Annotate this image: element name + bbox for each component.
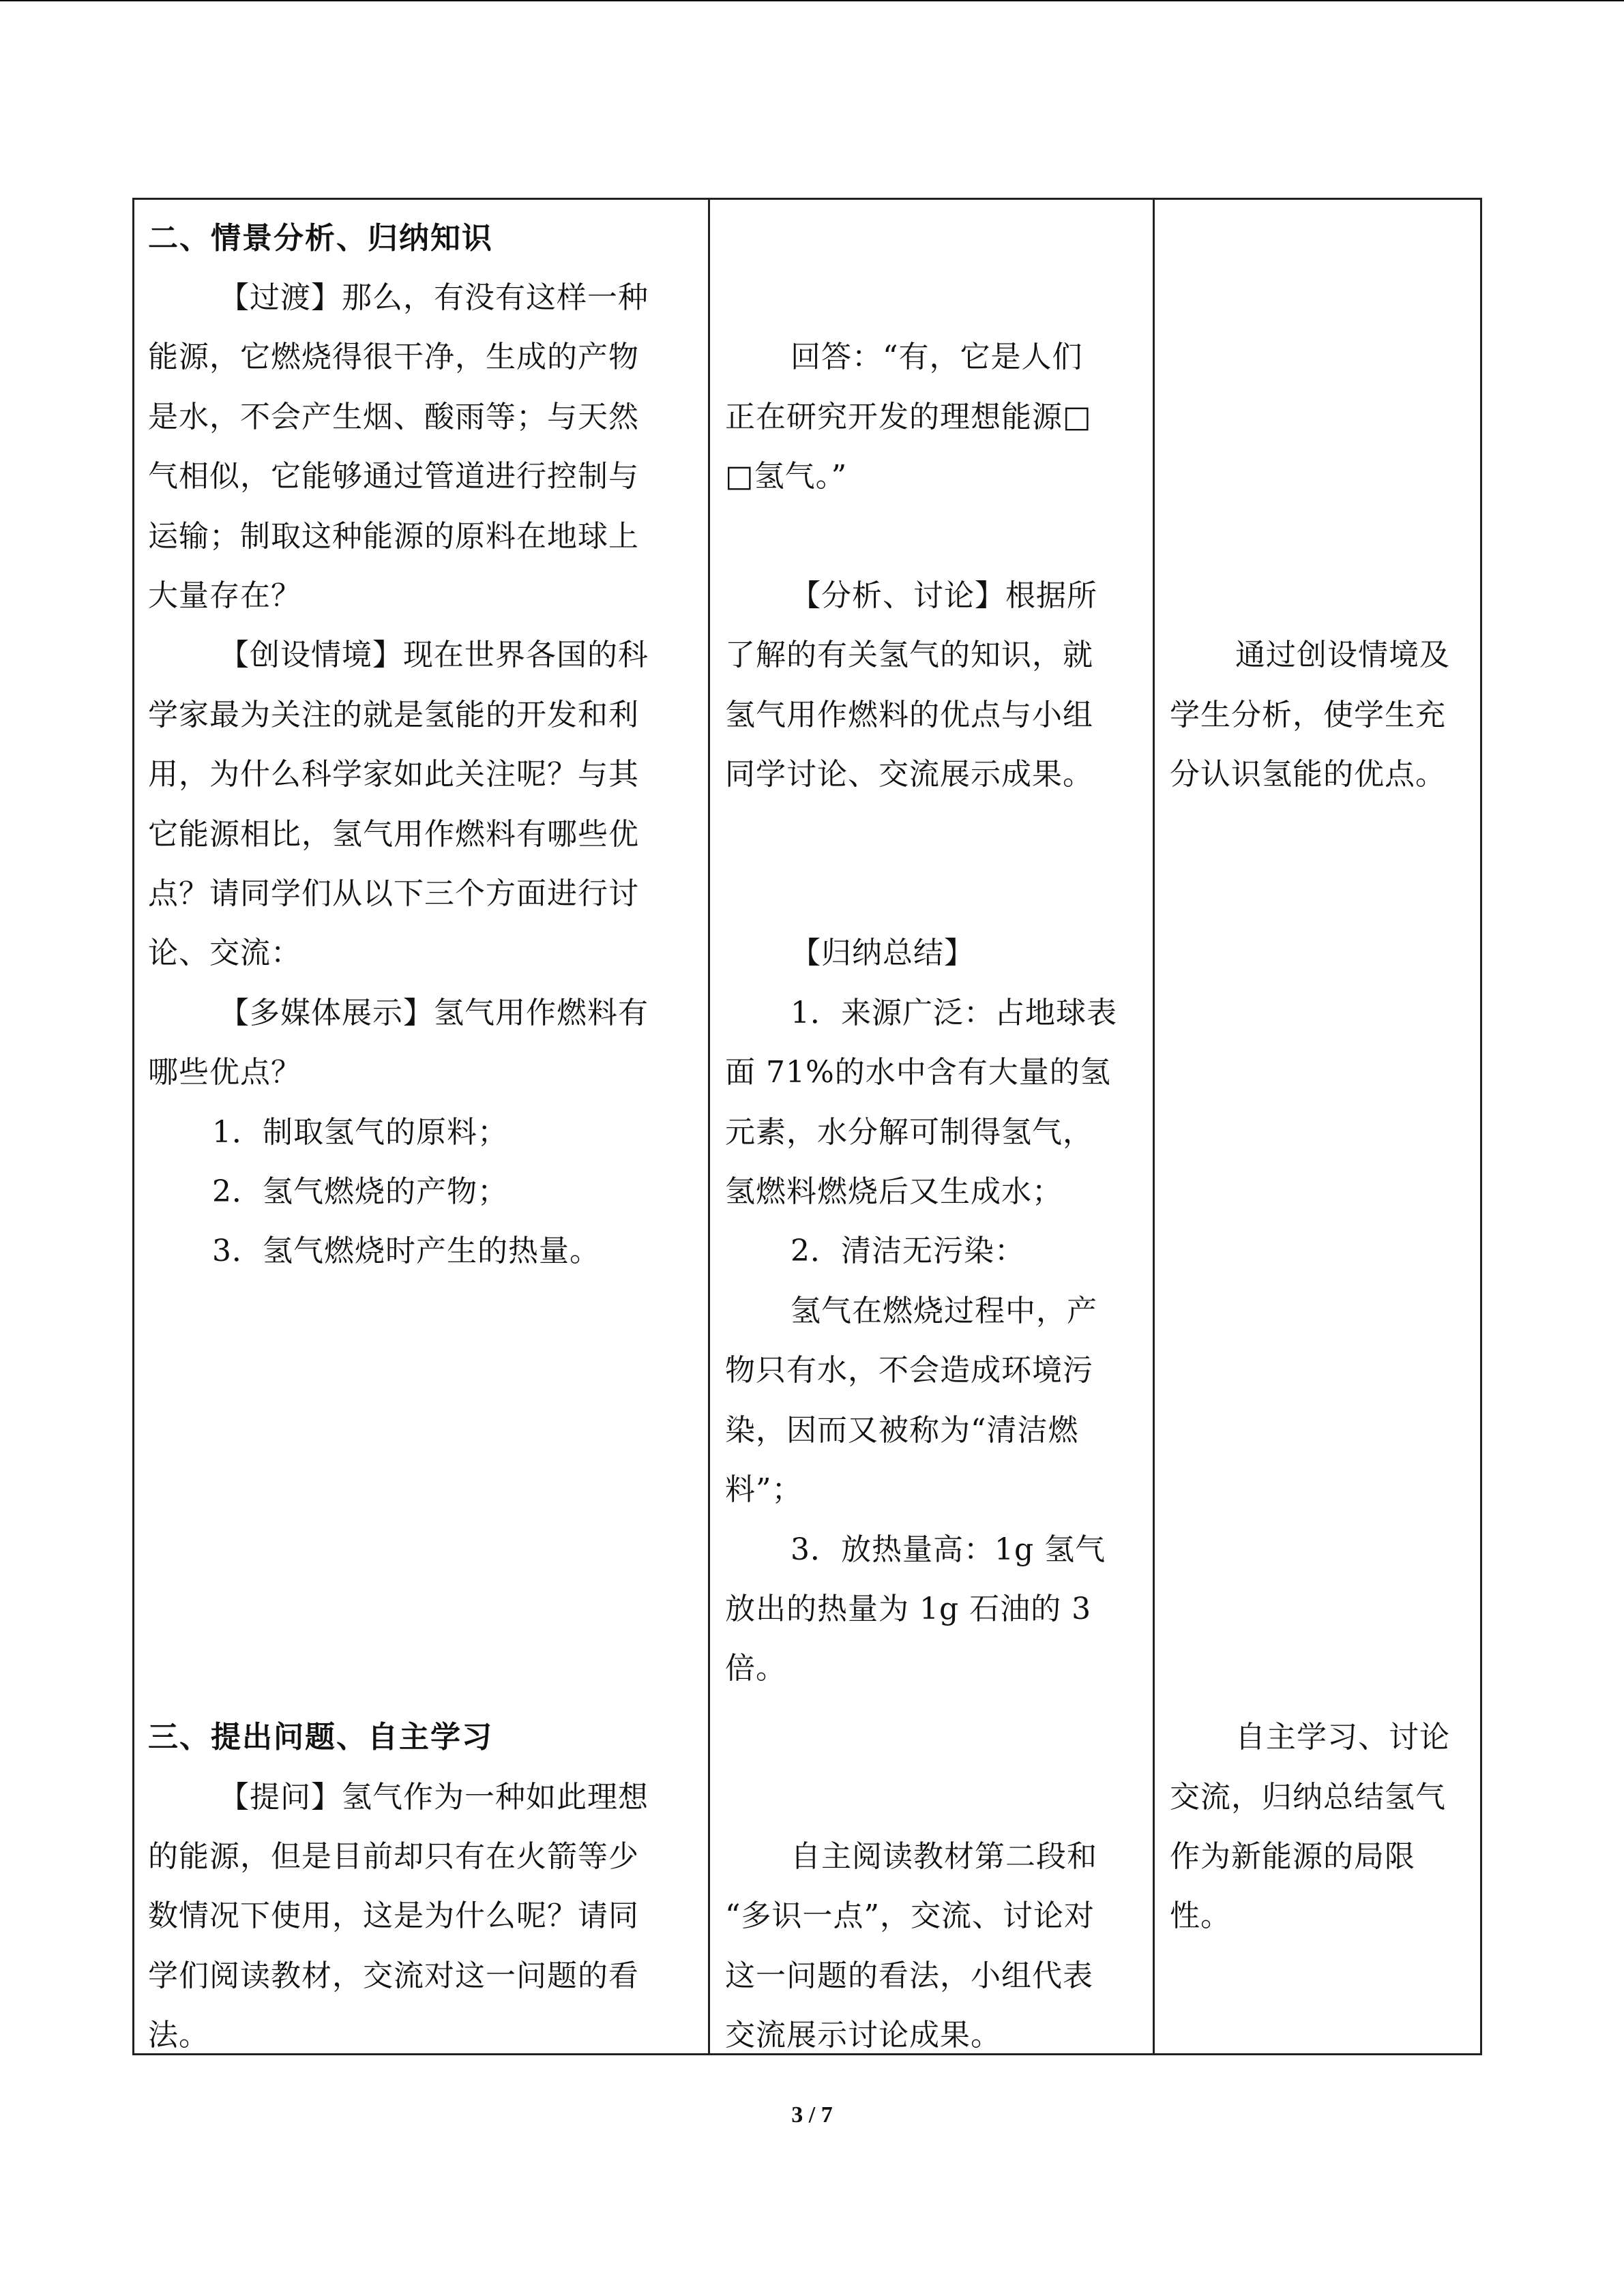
- summary-text-line: 1．来源广泛：占地球表: [791, 996, 1117, 1030]
- transition-text-line: 【过渡】那么，有没有这样一种: [219, 280, 649, 315]
- point-item: 1．制取氢气的原料；: [212, 1115, 508, 1150]
- top-edge-line: [0, 0, 1624, 1]
- intent-text-line: 学生分析，使学生充: [1170, 698, 1446, 732]
- scenario-text-line: 【创设情境】现在世界各国的科: [219, 638, 649, 672]
- transition-text-line: 能源，它燃烧得很干净，生成的产物: [148, 340, 639, 374]
- scenario-text-line: 用，为什么科学家如此关注呢？与其: [148, 757, 639, 792]
- summary-text-line: 2．清洁无污染：: [791, 1234, 1025, 1268]
- multimedia-text-line: 【多媒体展示】氢气用作燃料有: [219, 996, 649, 1030]
- teacher-activity-column: [148, 200, 694, 2053]
- discuss-text-line: 同学讨论、交流展示成果。: [725, 757, 1093, 792]
- transition-text-line: 是水，不会产生烟、酸雨等；与天然: [148, 400, 639, 434]
- reading-text-line: “多识一点”，交流、讨论对: [725, 1898, 1095, 1933]
- intent-text-line: 分认识氢能的优点。: [1170, 757, 1446, 792]
- scenario-text-line: 论、交流：: [148, 936, 301, 970]
- question-text-line: 法。: [148, 2018, 209, 2053]
- summary-text-line: 氢燃料燃烧后又生成水；: [725, 1174, 1063, 1209]
- question-text-line: 【提问】氢气作为一种如此理想: [219, 1780, 649, 1815]
- intent-text-line: 通过创设情境及: [1235, 638, 1450, 672]
- intent-text-line: 自主学习、讨论: [1235, 1720, 1450, 1755]
- question-text-line: 数情况下使用，这是为什么呢？请同: [148, 1898, 639, 1933]
- intent-text-line: 性。: [1170, 1898, 1231, 1933]
- reading-text-line: 自主阅读教材第二段和: [791, 1839, 1097, 1874]
- column-divider: [1153, 200, 1155, 2053]
- point-item: 3．氢气燃烧时产生的热量。: [212, 1234, 600, 1268]
- section-heading: 三、提出问题、自主学习: [148, 1720, 493, 1755]
- summary-text-line: 【归纳总结】: [791, 936, 975, 970]
- intent-text-line: 作为新能源的局限: [1170, 1839, 1415, 1874]
- scenario-text-line: 它能源相比，氢气用作燃料有哪些优: [148, 817, 639, 852]
- intent-text-line: 交流，归纳总结氢气: [1170, 1780, 1446, 1815]
- discuss-text-line: 氢气用作燃料的优点与小组: [725, 698, 1093, 732]
- answer-text-line: 回答：“有，它是人们: [791, 340, 1083, 374]
- transition-text-line: 气相似，它能够通过管道进行控制与: [148, 459, 639, 494]
- transition-text-line: 大量存在？: [148, 578, 301, 613]
- column-divider: [708, 200, 710, 2053]
- answer-text-line: □氢气。”: [725, 459, 848, 494]
- scenario-text-line: 点？请同学们从以下三个方面进行讨: [148, 876, 639, 911]
- reading-text-line: 交流展示讨论成果。: [725, 2018, 1001, 2053]
- summary-text-line: 倍。: [725, 1651, 786, 1686]
- summary-text-line: 氢气在燃烧过程中，产: [791, 1294, 1097, 1328]
- transition-text-line: 运输；制取这种能源的原料在地球上: [148, 519, 639, 554]
- summary-text-line: 面 71%的水中含有大量的氢: [725, 1055, 1111, 1090]
- page-number: 3 / 7: [791, 2102, 833, 2128]
- summary-text-line: 元素，水分解可制得氢气，: [725, 1115, 1093, 1150]
- student-activity-column: [725, 200, 1141, 2053]
- answer-text-line: 正在研究开发的理想能源□: [725, 400, 1092, 434]
- section-heading: 二、情景分析、归纳知识: [148, 221, 493, 256]
- summary-text-line: 物只有水，不会造成环境污: [725, 1353, 1093, 1388]
- summary-text-line: 3．放热量高：1g 氢气: [791, 1532, 1106, 1567]
- multimedia-text-line: 哪些优点？: [148, 1055, 301, 1090]
- summary-text-line: 料”；: [725, 1472, 803, 1507]
- design-intent-column: [1170, 200, 1470, 2053]
- discuss-text-line: 了解的有关氢气的知识，就: [725, 638, 1093, 672]
- summary-text-line: 染，因而又被称为“清洁燃: [725, 1413, 1079, 1448]
- scenario-text-line: 学家最为关注的就是氢能的开发和利: [148, 698, 639, 732]
- discuss-text-line: 【分析、讨论】根据所: [791, 578, 1097, 613]
- question-text-line: 的能源，但是目前却只有在火箭等少: [148, 1839, 639, 1874]
- summary-text-line: 放出的热量为 1g 石油的 3: [725, 1592, 1092, 1626]
- reading-text-line: 这一问题的看法，小组代表: [725, 1958, 1093, 1993]
- point-item: 2．氢气燃烧的产物；: [212, 1174, 508, 1209]
- lesson-plan-table: [132, 198, 1482, 2055]
- question-text-line: 学们阅读教材，交流对这一问题的看: [148, 1958, 639, 1993]
